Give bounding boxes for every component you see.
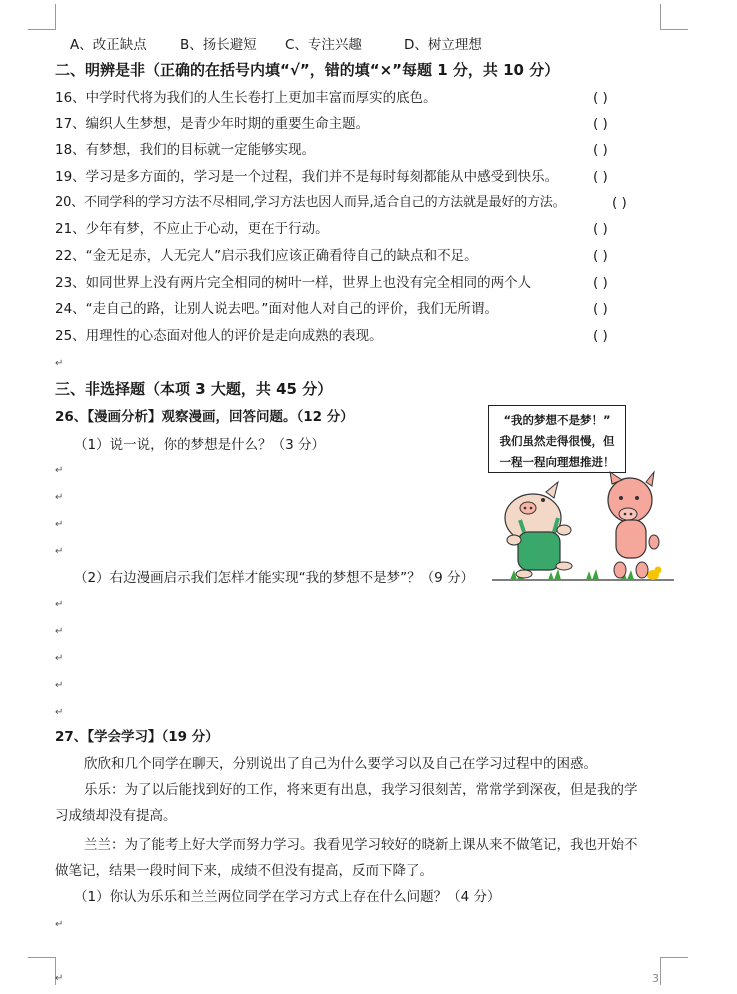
q26-title: 26、【漫画分析】观察漫画，回答问题。（12 分） bbox=[55, 409, 354, 425]
q27-para1: 欣欣和几个同学在聊天，分别说出了自己为什么要学习以及自己在学习过程中的困惑。 bbox=[84, 756, 597, 772]
crop-mark-top-right-h bbox=[660, 29, 688, 30]
q27-lanlan-line1: 兰兰：为了能考上好大学而努力学习。我看见学习较好的晓新上课从来不做笔记，我也开始不 bbox=[84, 837, 638, 853]
paren-21: ( ) bbox=[593, 221, 608, 237]
item-16: 16、中学时代将为我们的人生长卷打上更加丰富而厚实的底色。 bbox=[55, 90, 437, 106]
section3-title: 三、非选择题（本项 3 大题，共 45 分） bbox=[55, 380, 333, 398]
paragraph-mark: ↵ bbox=[55, 492, 64, 503]
q27-lele-line2: 习成绩却没有提高。 bbox=[55, 808, 177, 824]
q27-lanlan-line2: 做笔记，结果一段时间下来，成绩不但没有提高，反而下降了。 bbox=[55, 863, 433, 879]
option-b: B、扬长避短 bbox=[180, 37, 257, 53]
paren-25: ( ) bbox=[593, 328, 608, 344]
paragraph-mark: ↵ bbox=[55, 519, 64, 530]
bubble-line-1: “我的梦想不是梦！” bbox=[503, 413, 611, 427]
item-24: 24、“走自己的路，让别人说去吧。”面对他人对自己的评价，我们无所谓。 bbox=[55, 301, 498, 317]
paragraph-mark: ↵ bbox=[55, 707, 64, 718]
paren-22: ( ) bbox=[593, 248, 608, 264]
crop-mark-top-left bbox=[55, 4, 56, 30]
bubble-line-3: 一程一程向理想推进！ bbox=[499, 455, 615, 469]
option-a: A、改正缺点 bbox=[70, 37, 147, 53]
paragraph-mark: ↵ bbox=[55, 919, 64, 930]
crop-mark-top-right bbox=[660, 4, 661, 30]
paragraph-mark: ↵ bbox=[55, 653, 64, 664]
paren-24: ( ) bbox=[593, 301, 608, 317]
page-number: 3 bbox=[652, 972, 659, 985]
q27-lele-line1: 乐乐：为了以后能找到好的工作，将来更有出息，我学习很刻苦，常常学到深夜，但是我的学 bbox=[84, 782, 638, 798]
q26-sub1: （1）说一说，你的梦想是什么？（3 分） bbox=[74, 437, 325, 453]
item-21: 21、少年有梦，不应止于心动，更在于行动。 bbox=[55, 221, 329, 237]
paren-18: ( ) bbox=[593, 142, 608, 158]
paren-23: ( ) bbox=[593, 275, 608, 291]
cartoon-speech-bubble bbox=[488, 405, 626, 473]
crop-mark-bottom-left-h bbox=[28, 957, 56, 958]
paragraph-mark: ↵ bbox=[55, 680, 64, 691]
item-19: 19、学习是多方面的，学习是一个过程，我们并不是每时每刻都能从中感受到快乐。 bbox=[55, 169, 559, 185]
crop-mark-bottom-right bbox=[660, 957, 661, 985]
item-23: 23、如同世界上没有两片完全相同的树叶一样，世界上也没有完全相同的两个人 bbox=[55, 275, 532, 291]
paragraph-mark: ↵ bbox=[55, 465, 64, 476]
cartoon-pigs-illustration bbox=[488, 470, 678, 588]
paragraph-mark: ↵ bbox=[55, 973, 64, 984]
item-17: 17、编织人生梦想，是青少年时期的重要生命主题。 bbox=[55, 116, 370, 132]
crop-mark-top-left-h bbox=[28, 29, 56, 30]
paragraph-mark: ↵ bbox=[55, 626, 64, 637]
q27-sub1: （1）你认为乐乐和兰兰两位同学在学习方式上存在什么问题？（4 分） bbox=[74, 889, 501, 905]
item-25: 25、用理性的心态面对他人的评价是走向成熟的表现。 bbox=[55, 328, 383, 344]
section2-title: 二、明辨是非（正确的在括号内填“√”，错的填“×”每题 1 分，共 10 分） bbox=[55, 61, 560, 79]
paren-19: ( ) bbox=[593, 169, 608, 185]
q26-sub2: （2）右边漫画启示我们怎样才能实现“我的梦想不是梦”？（9 分） bbox=[74, 570, 474, 586]
paragraph-mark: ↵ bbox=[55, 358, 64, 369]
paren-17: ( ) bbox=[593, 116, 608, 132]
crop-mark-bottom-right-h bbox=[660, 957, 688, 958]
bubble-line-2: 我们虽然走得很慢，但 bbox=[499, 434, 615, 448]
item-18: 18、有梦想，我们的目标就一定能够实现。 bbox=[55, 142, 316, 158]
option-d: D、树立理想 bbox=[404, 37, 482, 53]
paren-16: ( ) bbox=[593, 90, 608, 106]
paren-20: ( ) bbox=[612, 195, 627, 211]
paragraph-mark: ↵ bbox=[55, 546, 64, 557]
q27-title: 27、【学会学习】（19 分） bbox=[55, 729, 219, 745]
paragraph-mark: ↵ bbox=[55, 599, 64, 610]
option-c: C、专注兴趣 bbox=[285, 37, 362, 53]
item-20: 20、不同学科的学习方法不尽相同,学习方法也因人而异,适合自己的方法就是最好的方法。 bbox=[55, 195, 566, 210]
item-22: 22、“金无足赤，人无完人”启示我们应该正确看待自己的缺点和不足。 bbox=[55, 248, 478, 264]
